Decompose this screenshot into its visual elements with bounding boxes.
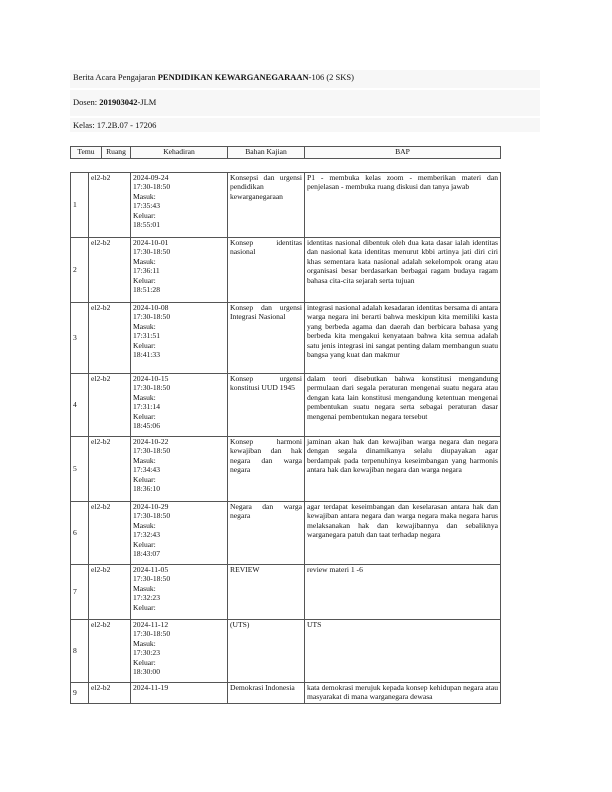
room-cell: el2-b2 [89,620,131,683]
table-row [71,683,501,704]
attendance-date: 2024-11-05 [133,565,169,574]
attendance-date: 2024-10-15 [133,374,169,383]
meeting-number: 3 [71,303,89,374]
attendance-cell [131,374,228,437]
attendance-time: 17:30-18:50 [133,446,171,456]
attendance-time: 17:30-18:50 [133,312,171,322]
bap-cell: P1 - membuka kelas zoom - memberikan materi dan penjelasan - membuka ruang diskusi dan tanya jawab [305,173,501,238]
topic-cell: Konsep identitas nasional [228,238,305,303]
room-cell: el2-b2 [89,565,131,620]
topic-cell: Konsep urgensi konstitusi UUD 1945 [228,374,305,437]
table-row [71,502,501,565]
room-cell: el2-b2 [89,303,131,374]
attendance-out: 18:51:28 [133,285,161,295]
attendance-out: 18:36:10 [133,484,161,494]
attendance-in-label: Masuk: [133,638,156,648]
course-prefix: Berita Acara Pengajaran [73,72,156,82]
attendance-out-label: Keluar: [133,411,156,421]
attendance-out: 18:43:07 [133,549,161,559]
attendance-date: 2024-10-08 [133,303,169,312]
meeting-number: 4 [71,374,89,437]
attendance-in: 17:30:23 [133,648,161,658]
attendance-out-label: Keluar: [133,474,156,484]
col-bap: BAP [305,147,501,159]
bap-cell: integrasi nasional adalah kesadaran identitas bersama di antara warga negara ini berarti bahwa meskipun kita memiliki kasta yang berbeda agama dan daerah dan berbicara bahasa yang berbeda kita mengakui kenyataan bahwa kita semua adalah satu jenis integrasi ini sangat penting dalam membangun suatu bangsa yang kuat dan makmur [305,303,501,374]
attendance-date: 2024-11-12 [133,620,169,629]
attendance-time: 17:30-18:50 [133,383,171,393]
lecturer-line [70,90,540,114]
lecturer-header [70,90,540,116]
bap-cell: kata demokrasi merujuk kepada konsep kehidupan negara atau masyarakat di mana warganegara dewasa [305,683,501,704]
topic-cell: Konsepsi dan urgensi pendidikan kewarganegaraan [228,173,305,238]
attendance-in: 17:36:11 [133,266,160,276]
attendance-cell [131,620,228,683]
topic-cell: Konsep dan urgensi Integrasi Nasional [228,303,305,374]
bap-cell: UTS [305,620,501,683]
attendance-time: 17:30-18:50 [133,574,171,584]
attendance-cell [131,502,228,565]
bap-cell: jaminan akan hak dan kewajiban warga negara dan negara dengan segala dinamikanya selalu diupayakan agar berdampak pada terpenuhinya keseimbangan yang harmonis antara hak dan kewajiban negara dan warga negara [305,437,501,502]
col-bahan-kajian: Bahan Kajian [228,147,305,159]
col-ruang: Ruang [102,147,131,159]
attendance-time: 17:30-18:50 [133,247,171,257]
attendance-in-label: Masuk: [133,392,156,402]
attendance-out: 18:45:06 [133,421,161,431]
attendance-cell [131,173,228,238]
table-row [71,173,501,238]
topic-cell: Demokrasi Indonesia [228,683,305,704]
bap-cell: review materi 1 -6 [305,565,501,620]
attendance-out-label: Keluar: [133,340,156,350]
attendance-in-label: Masuk: [133,583,156,593]
lecturer-suffix: -JLM [137,97,157,107]
attendance-in: 17:32:23 [133,593,161,603]
attendance-cell [131,238,228,303]
meeting-number: 8 [71,620,89,683]
meeting-number: 7 [71,565,89,620]
room-cell: el2-b2 [89,437,131,502]
bap-cell: agar terdapat keseimbangan dan keselarasan antara hak dan kewajiban antara negara dan warga negara maka negara harus melaksanakan hak dan kewajibannya dan sebaliknya warganegara patuh dan taat terhadap negara [305,502,501,565]
attendance-cell [131,437,228,502]
room-cell: el2-b2 [89,502,131,565]
attendance-in: 17:31:51 [133,331,161,341]
attendance-in: 17:31:14 [133,402,161,412]
attendance-time: 17:30-18:50 [133,511,171,521]
attendance-out-label: Keluar: [133,602,156,612]
lecturer-id: 201903042 [99,97,138,107]
room-cell: el2-b2 [89,238,131,303]
topic-cell: (UTS) [228,620,305,683]
table-row [71,238,501,303]
table-row [71,620,501,683]
meeting-number: 1 [71,173,89,238]
room-cell: el2-b2 [89,374,131,437]
col-temu: Temu [71,147,102,159]
attendance-date: 2024-10-29 [133,502,169,511]
col-kehadiran: Kehadiran [131,147,228,159]
attendance-out: 18:30:00 [133,667,161,677]
table-row [71,437,501,502]
meeting-number: 6 [71,502,89,565]
topic-cell: Konsep harmoni kewajiban dan hak negara dan warga negara [228,437,305,502]
attendance-in-label: Masuk: [133,191,156,201]
attendance-out: 18:55:01 [133,220,161,230]
course-name: PENDIDIKAN KEWARGANEGARAAN [157,72,309,82]
attendance-in: 17:34:43 [133,465,161,475]
attendance-in-label: Masuk: [133,520,156,530]
attendance-date: 2024-10-22 [133,437,169,446]
lecturer-prefix: Dosen: [73,97,98,107]
attendance-in-label: Masuk: [133,256,156,266]
attendance-in: 17:35:43 [133,201,161,211]
meeting-number: 5 [71,437,89,502]
attendance-table [70,172,501,704]
attendance-out: 18:41:33 [133,350,161,360]
course-line [70,70,540,84]
attendance-in-label: Masuk: [133,455,156,465]
meeting-number: 2 [71,238,89,303]
table-body [71,173,501,704]
room-cell: el2-b2 [89,683,131,704]
attendance-time: 17:30-18:50 [133,182,171,192]
table-row [71,303,501,374]
attendance-in-label: Masuk: [133,321,156,331]
attendance-cell [131,683,228,704]
header-row [71,147,501,159]
room-cell: el2-b2 [89,173,131,238]
attendance-time: 17:30-18:50 [133,629,171,639]
attendance-in: 17:32:43 [133,530,161,540]
class-header [70,118,540,132]
attendance-cell [131,565,228,620]
attendance-out-label: Keluar: [133,657,156,667]
attendance-out-label: Keluar: [133,210,156,220]
bap-cell: dalam teori disebutkan bahwa konstitusi mengandung permulaan dari segala peraturan mengenai suatu negara atau dengan kata lain konstitusi mengandung ketentuan mengenai pembentukan suatu negara serta sebagai peraturan dasar mengenai pembentukan negara tersebut [305,374,501,437]
course-suffix: -106 (2 SKS) [308,72,354,82]
attendance-date: 2024-11-19 [133,683,169,692]
attendance-date: 2024-09-24 [133,173,169,182]
attendance-out-label: Keluar: [133,275,156,285]
table-row [71,565,501,620]
attendance-out-label: Keluar: [133,539,156,549]
table-row [71,374,501,437]
bap-cell: identitas nasional dibentuk oleh dua kata dasar ialah identitas dan nasional kata identitas menurut kbbi artinya jati diri ciri khas sementara kata nasional adalah sekelompok orang atau organisasi besar berdasarkan berbagai ragam budaya ragam bahasa cita-cita sejarah serta tujuan [305,238,501,303]
topic-cell: Negara dan warga negara [228,502,305,565]
table-header [70,146,501,159]
course-header [70,70,540,88]
attendance-date: 2024-10-01 [133,238,169,247]
class-label: Kelas: 17.2B.07 - 17206 [73,120,157,130]
meeting-number: 9 [71,683,89,704]
attendance-cell [131,303,228,374]
topic-cell: REVIEW [228,565,305,620]
